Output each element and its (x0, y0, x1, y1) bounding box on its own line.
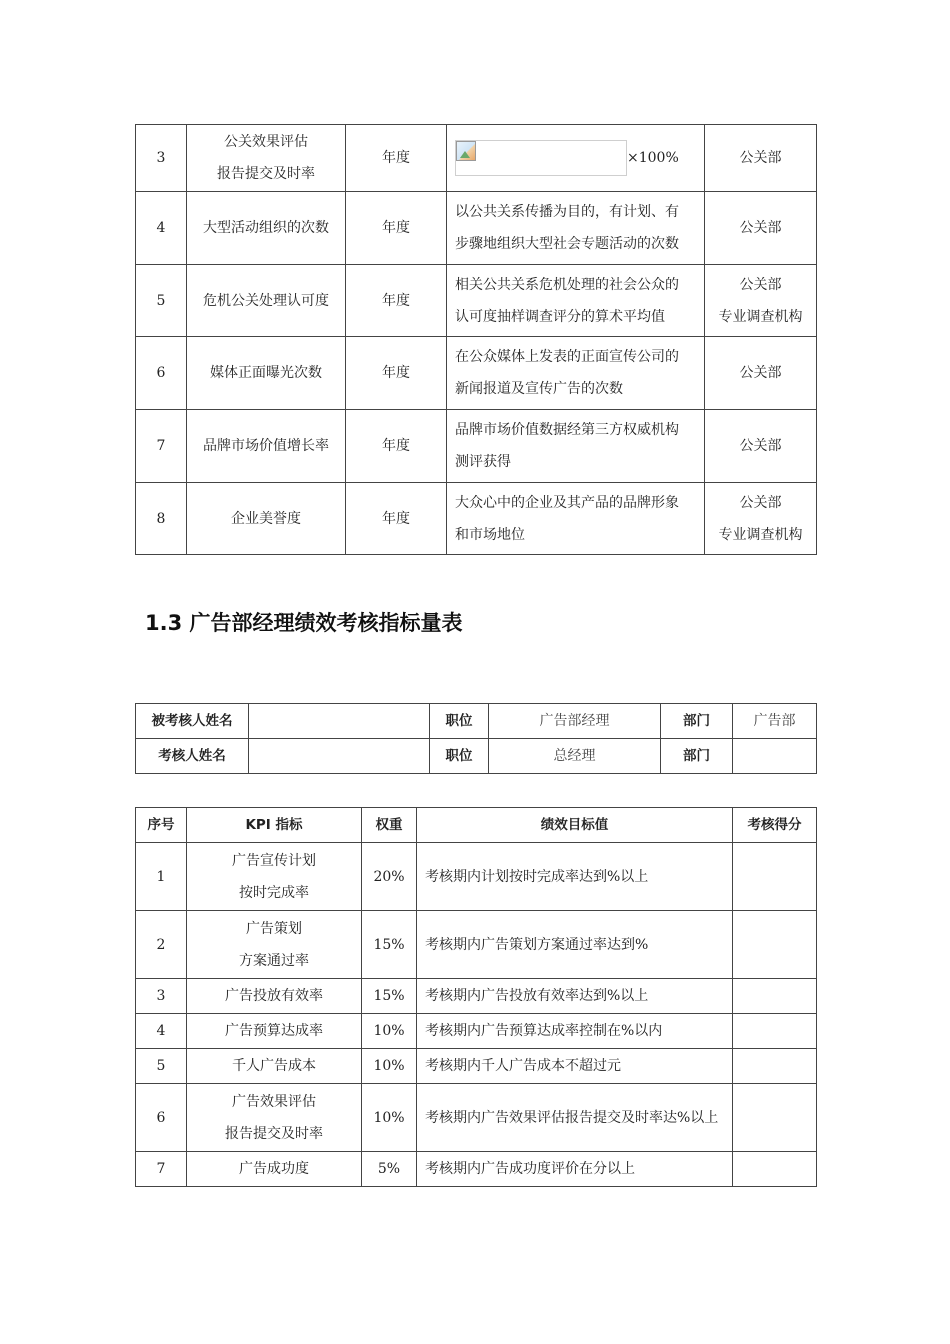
row-number: 3 (136, 979, 187, 1014)
table-row (136, 410, 817, 483)
weight: 5% (362, 1152, 417, 1187)
dept-label: 部门 (661, 704, 733, 739)
text-line: 公关部 (739, 494, 782, 511)
text-line: 公关部 (739, 150, 782, 166)
assessor-dept-field[interactable] (733, 739, 817, 774)
score-field[interactable] (733, 843, 817, 911)
row-number: 5 (136, 265, 187, 337)
table-row (136, 843, 817, 911)
row-number: 7 (136, 410, 187, 483)
row-number: 3 (136, 125, 187, 192)
score-field[interactable] (733, 911, 817, 979)
personnel-info-table (135, 703, 817, 774)
assessee-position: 广告部经理 (489, 704, 661, 739)
definition (447, 337, 705, 410)
section-heading: 1.3 广告部经理绩效考核指标量表 (145, 611, 463, 635)
text-line: 方案通过率 (239, 952, 309, 969)
kpi-name (187, 1049, 362, 1084)
score-field[interactable] (733, 979, 817, 1014)
definition (447, 192, 705, 265)
assessor-name-field[interactable] (249, 739, 430, 774)
target-value: 考核期内广告成功度评价在分以上 (417, 1152, 733, 1187)
text-line: 公关部 (739, 276, 782, 293)
target-value: 考核期内千人广告成本不超过元 (417, 1049, 733, 1084)
text-line: 以公共关系传播为目的，有计划、有 (455, 204, 679, 220)
table-row (136, 911, 817, 979)
definition (447, 265, 705, 337)
text-line: 测评获得 (455, 454, 511, 470)
cycle: 年度 (346, 483, 447, 555)
weight: 15% (362, 979, 417, 1014)
definition-formula (447, 125, 705, 192)
row-number: 4 (136, 192, 187, 265)
broken-image-icon (456, 141, 476, 161)
responsible-dept (705, 337, 817, 410)
table-row (136, 1084, 817, 1152)
score-field[interactable] (733, 1152, 817, 1187)
text-line: 广告成功度 (239, 1161, 309, 1177)
row-number: 5 (136, 1049, 187, 1084)
text-line: 公关部 (739, 220, 782, 236)
text-line: 广告宣传计划 (232, 852, 316, 869)
table-row (136, 192, 817, 265)
text-line: 媒体正面曝光次数 (210, 365, 322, 381)
header-kpi: KPI 指标 (187, 808, 362, 843)
text-line: 危机公关处理认可度 (203, 292, 329, 309)
row-number: 8 (136, 483, 187, 555)
responsible-dept (705, 483, 817, 555)
indicator-name (187, 337, 346, 410)
target-value: 考核期内计划按时完成率达到%以上 (417, 843, 733, 911)
text-line: 公关部 (739, 365, 782, 381)
text-line: 广告预算达成率 (225, 1023, 323, 1039)
weight: 20% (362, 843, 417, 911)
text-line: 新闻报道及宣传广告的次数 (455, 381, 623, 397)
score-field[interactable] (733, 1014, 817, 1049)
header-target: 绩效目标值 (417, 808, 733, 843)
formula-image-placeholder (455, 140, 627, 176)
assessor-label: 考核人姓名 (136, 739, 249, 774)
text-line: 在公众媒体上发表的正面宣传公司的 (455, 349, 679, 365)
formula-suffix: ×100% (627, 150, 679, 166)
cycle: 年度 (346, 410, 447, 483)
row-number: 6 (136, 1084, 187, 1152)
definition (447, 483, 705, 555)
text-line: 按时完成率 (239, 884, 309, 901)
score-field[interactable] (733, 1084, 817, 1152)
text-line: 公关效果评估 (224, 134, 308, 150)
row-number: 6 (136, 337, 187, 410)
table-row (136, 1014, 817, 1049)
text-line: 大型活动组织的次数 (203, 220, 329, 236)
assessee-dept: 广告部 (733, 704, 817, 739)
target-value: 考核期内广告效果评估报告提交及时率达%以上 (417, 1084, 733, 1152)
table-row (136, 1049, 817, 1084)
header-score: 考核得分 (733, 808, 817, 843)
target-value: 考核期内广告策划方案通过率达到% (417, 911, 733, 979)
header-no: 序号 (136, 808, 187, 843)
text-line: 品牌市场价值数据经第三方权威机构 (455, 422, 679, 438)
table-row (136, 337, 817, 410)
responsible-dept (705, 265, 817, 337)
text-line: 认可度抽样调查评分的算术平均值 (455, 308, 665, 325)
text-line: 步骤地组织大型社会专题活动的次数 (455, 236, 679, 252)
kpi-definition-table (135, 124, 817, 555)
indicator-name (187, 192, 346, 265)
header-weight: 权重 (362, 808, 417, 843)
text-line: 品牌市场价值增长率 (203, 438, 329, 454)
indicator-name (187, 483, 346, 555)
weight: 10% (362, 1049, 417, 1084)
responsible-dept (705, 410, 817, 483)
text-line: 广告投放有效率 (225, 988, 323, 1004)
target-value: 考核期内广告预算达成率控制在%以内 (417, 1014, 733, 1049)
kpi-name (187, 1084, 362, 1152)
kpi-name (187, 911, 362, 979)
row-number: 1 (136, 843, 187, 911)
cycle: 年度 (346, 265, 447, 337)
weight: 10% (362, 1084, 417, 1152)
responsible-dept (705, 125, 817, 192)
definition (447, 410, 705, 483)
text-line: 专业调查机构 (718, 526, 803, 543)
kpi-scoring-table (135, 807, 817, 1187)
text-line: 广告效果评估 (232, 1093, 316, 1110)
assessor-position: 总经理 (489, 739, 661, 774)
text-line: 和市场地位 (455, 526, 525, 543)
text-line: 报告提交及时率 (225, 1125, 323, 1142)
position-label: 职位 (430, 739, 489, 774)
kpi-name (187, 1014, 362, 1049)
dept-label: 部门 (661, 739, 733, 774)
table-row (136, 265, 817, 337)
position-label: 职位 (430, 704, 489, 739)
text-line: 企业美誉度 (231, 510, 301, 527)
cycle: 年度 (346, 192, 447, 265)
cycle: 年度 (346, 125, 447, 192)
target-value: 考核期内广告投放有效率达到%以上 (417, 979, 733, 1014)
indicator-name (187, 125, 346, 192)
text-line: 千人广告成本 (232, 1058, 316, 1074)
kpi-name (187, 1152, 362, 1187)
text-line: 大众心中的企业及其产品的品牌形象 (455, 494, 679, 511)
score-field[interactable] (733, 1049, 817, 1084)
weight: 10% (362, 1014, 417, 1049)
table-row (136, 979, 817, 1014)
table-row (136, 1152, 817, 1187)
kpi-name (187, 843, 362, 911)
assessee-label: 被考核人姓名 (136, 704, 249, 739)
indicator-name (187, 265, 346, 337)
row-number: 4 (136, 1014, 187, 1049)
weight: 15% (362, 911, 417, 979)
table-row (136, 483, 817, 555)
responsible-dept (705, 192, 817, 265)
text-line: 专业调查机构 (718, 308, 803, 325)
table-row (136, 125, 817, 192)
text-line: 公关部 (739, 438, 782, 454)
text-line: 广告策划 (246, 920, 302, 937)
indicator-name (187, 410, 346, 483)
row-number: 7 (136, 1152, 187, 1187)
cycle: 年度 (346, 337, 447, 410)
text-line: 报告提交及时率 (217, 166, 315, 182)
assessee-name-field[interactable] (249, 704, 430, 739)
text-line: 相关公共关系危机处理的社会公众的 (455, 276, 679, 293)
kpi-name (187, 979, 362, 1014)
row-number: 2 (136, 911, 187, 979)
